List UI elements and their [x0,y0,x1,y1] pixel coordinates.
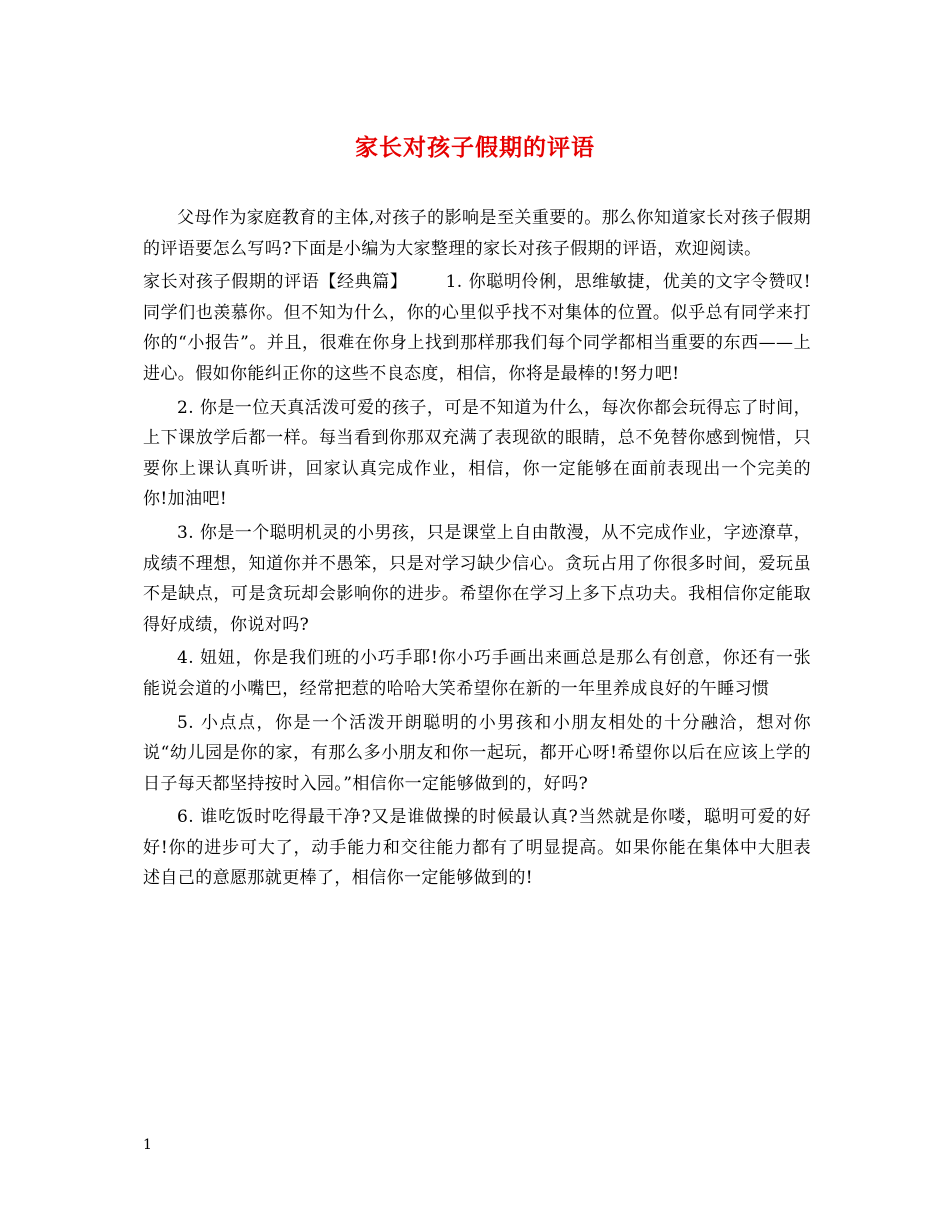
comment-item-5: 5. 小点点，你是一个活泼开朗聪明的小男孩和小朋友相处的十分融洽，想对你说“幼儿园是你的家，有那么多小朋友和你一起玩，都开心呀!希望你以后在应该上学的日子每天都坚持按时入园。”相信你一定能够做到的，好吗? [143,712,811,794]
comment-item-3: 3. 你是一个聪明机灵的小男孩，只是课堂上自由散漫，从不完成作业，字迹潦草，成绩不理想，知道你并不愚笨，只是对学习缺少信心。贪玩占用了你很多时间，爱玩虽不是缺点，可是贪玩却会影响你的进步。希望你在学习上多下点功夫。我相信你定能取得好成绩，你说对吗? [143,522,811,635]
intro-paragraph: 父母作为家庭教育的主体,对孩子的影响是至关重要的。那么你知道家长对孩子假期的评语要怎么写吗?下面是小编为大家整理的家长对孩子假期的评语，欢迎阅读。 [143,208,811,259]
comment-item-1: 1. 你聪明伶俐，思维敏捷，优美的文字令赞叹!同学们也羡慕你。但不知为什么，你的心里似乎找不对集体的位置。似乎总有同学来打你的“小报告”。并且，很难在你身上找到那样那我们每个同学都相当重要的东西——上进心。假如你能纠正你的这些不良态度，相信，你将是最棒的!努力吧! [143,272,812,384]
comment-item-4: 4. 妞妞，你是我们班的小巧手耶!你小巧手画出来画总是那么有创意，你还有一张能说会道的小嘴巴，经常把惹的哈哈大笑希望你在新的一年里养成良好的午睡习惯 [143,648,811,699]
section-paragraph [143,267,811,389]
document-title: 家长对孩子假期的评语 [355,134,595,161]
comment-item-6: 6. 谁吃饭时吃得最干净?又是谁做操的时候最认真?当然就是你喽，聪明可爱的好好!你的进步可大了，动手能力和交往能力都有了明显提高。如果你能在集体中大胆表述自己的意愿那就更棒了，相信你一定能够做到的! [143,807,811,889]
comment-item-2: 2. 你是一位天真活泼可爱的孩子，可是不知道为什么，每次你都会玩得忘了时间，上下课放学后都一样。每当看到你那双充满了表现欲的眼睛，总不免替你感到惋惜，只要你上课认真听讲，回家认真完成作业，相信，你一定能够在面前表现出一个完美的你!加油吧! [143,397,811,510]
page-number: 1 [143,1137,152,1153]
section-heading: 家长对孩子假期的评语【经典篇】 [143,272,408,293]
document-body [143,203,811,897]
